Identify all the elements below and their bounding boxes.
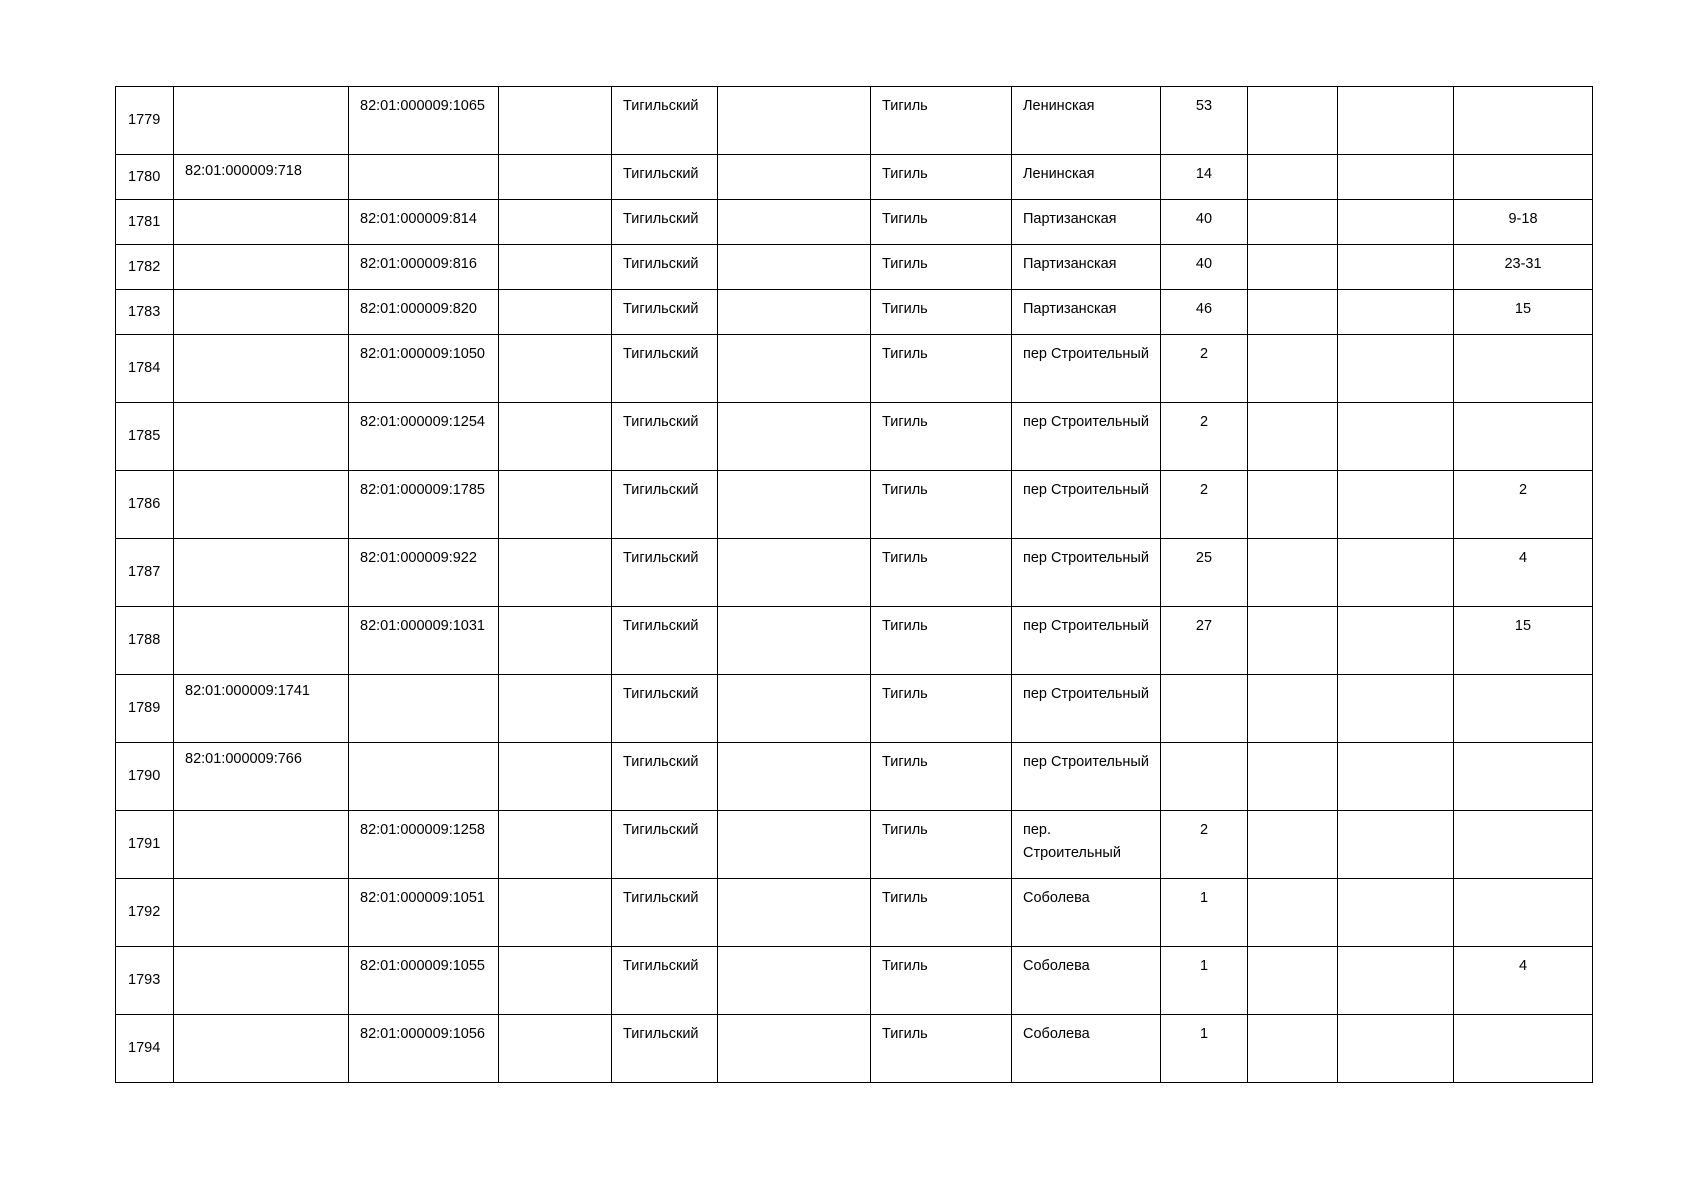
district-cell: Тигильский: [612, 1015, 718, 1083]
object-cadastral-number-cell: 82:01:000009:1050: [349, 335, 499, 403]
district-cell: Тигильский: [612, 811, 718, 879]
locality-cell: Тигиль: [871, 675, 1012, 743]
house-number-cell: [1161, 675, 1248, 743]
locality-cell: Тигиль: [871, 87, 1012, 155]
street-cell: Партизанская: [1012, 245, 1161, 290]
empty-cell: [1248, 403, 1338, 471]
empty-cell: [718, 947, 871, 1015]
object-cadastral-number-cell: 82:01:000009:1031: [349, 607, 499, 675]
row-number-cell: 1779: [116, 87, 174, 155]
table-row: [116, 947, 1593, 1015]
row-number-cell: 1785: [116, 403, 174, 471]
house-number-cell: 2: [1161, 335, 1248, 403]
apartment-number-cell: 15: [1454, 607, 1593, 675]
registry-table: [115, 86, 1593, 1083]
apartment-number-cell: [1454, 155, 1593, 200]
district-cell: Тигильский: [612, 675, 718, 743]
cadastral-number-cell: [174, 539, 349, 607]
empty-cell: [1248, 200, 1338, 245]
street-cell: Партизанская: [1012, 200, 1161, 245]
empty-cell: [1248, 743, 1338, 811]
cadastral-number-cell: [174, 245, 349, 290]
object-cadastral-number-cell: [349, 675, 499, 743]
district-cell: Тигильский: [612, 200, 718, 245]
object-cadastral-number-cell: 82:01:000009:1065: [349, 87, 499, 155]
row-number-cell: 1781: [116, 200, 174, 245]
street-cell: Ленинская: [1012, 87, 1161, 155]
table-row: [116, 675, 1593, 743]
house-number-cell: 2: [1161, 403, 1248, 471]
locality-cell: Тигиль: [871, 335, 1012, 403]
table-row: [116, 1015, 1593, 1083]
district-cell: Тигильский: [612, 155, 718, 200]
table-row: [116, 290, 1593, 335]
empty-cell: [499, 811, 612, 879]
locality-cell: Тигиль: [871, 947, 1012, 1015]
row-number-cell: 1793: [116, 947, 174, 1015]
row-number-cell: 1789: [116, 675, 174, 743]
locality-cell: Тигиль: [871, 290, 1012, 335]
district-cell: Тигильский: [612, 879, 718, 947]
empty-cell: [718, 1015, 871, 1083]
apartment-number-cell: 4: [1454, 539, 1593, 607]
house-number-cell: 53: [1161, 87, 1248, 155]
empty-cell: [1338, 200, 1454, 245]
empty-cell: [499, 607, 612, 675]
empty-cell: [1248, 335, 1338, 403]
locality-cell: Тигиль: [871, 245, 1012, 290]
table-row: [116, 539, 1593, 607]
empty-cell: [499, 879, 612, 947]
object-cadastral-number-cell: 82:01:000009:922: [349, 539, 499, 607]
object-cadastral-number-cell: 82:01:000009:1056: [349, 1015, 499, 1083]
apartment-number-cell: 4: [1454, 947, 1593, 1015]
apartment-number-cell: [1454, 743, 1593, 811]
district-cell: Тигильский: [612, 403, 718, 471]
empty-cell: [718, 607, 871, 675]
house-number-cell: 27: [1161, 607, 1248, 675]
table-row: [116, 155, 1593, 200]
empty-cell: [499, 471, 612, 539]
cadastral-number-cell: [174, 879, 349, 947]
empty-cell: [499, 675, 612, 743]
apartment-number-cell: [1454, 879, 1593, 947]
empty-cell: [499, 335, 612, 403]
empty-cell: [718, 403, 871, 471]
empty-cell: [1248, 471, 1338, 539]
empty-cell: [1248, 245, 1338, 290]
table-row: [116, 879, 1593, 947]
empty-cell: [1338, 1015, 1454, 1083]
cadastral-number-cell: 82:01:000009:718: [174, 155, 349, 200]
apartment-number-cell: [1454, 1015, 1593, 1083]
cadastral-number-cell: [174, 471, 349, 539]
empty-cell: [1338, 607, 1454, 675]
district-cell: Тигильский: [612, 607, 718, 675]
apartment-number-cell: [1454, 811, 1593, 879]
object-cadastral-number-cell: 82:01:000009:1785: [349, 471, 499, 539]
empty-cell: [1338, 403, 1454, 471]
object-cadastral-number-cell: 82:01:000009:1051: [349, 879, 499, 947]
empty-cell: [718, 539, 871, 607]
locality-cell: Тигиль: [871, 539, 1012, 607]
empty-cell: [1338, 743, 1454, 811]
empty-cell: [1338, 539, 1454, 607]
street-cell: пер Строительный: [1012, 539, 1161, 607]
street-cell: Соболева: [1012, 879, 1161, 947]
empty-cell: [1248, 879, 1338, 947]
apartment-number-cell: [1454, 335, 1593, 403]
registry-table-body: [116, 87, 1593, 1083]
district-cell: Тигильский: [612, 245, 718, 290]
empty-cell: [499, 539, 612, 607]
district-cell: Тигильский: [612, 290, 718, 335]
district-cell: Тигильский: [612, 539, 718, 607]
apartment-number-cell: 2: [1454, 471, 1593, 539]
table-row: [116, 245, 1593, 290]
house-number-cell: 1: [1161, 947, 1248, 1015]
cadastral-number-cell: [174, 290, 349, 335]
cadastral-number-cell: [174, 811, 349, 879]
empty-cell: [718, 87, 871, 155]
table-row: [116, 335, 1593, 403]
locality-cell: Тигиль: [871, 155, 1012, 200]
house-number-cell: [1161, 743, 1248, 811]
table-row: [116, 200, 1593, 245]
street-cell: пер Строительный: [1012, 335, 1161, 403]
object-cadastral-number-cell: [349, 743, 499, 811]
empty-cell: [1338, 290, 1454, 335]
house-number-cell: 1: [1161, 1015, 1248, 1083]
locality-cell: Тигиль: [871, 403, 1012, 471]
empty-cell: [1338, 879, 1454, 947]
row-number-cell: 1790: [116, 743, 174, 811]
locality-cell: Тигиль: [871, 607, 1012, 675]
empty-cell: [1248, 607, 1338, 675]
house-number-cell: 2: [1161, 471, 1248, 539]
cadastral-number-cell: [174, 200, 349, 245]
street-cell: Соболева: [1012, 947, 1161, 1015]
cadastral-number-cell: [174, 335, 349, 403]
locality-cell: Тигиль: [871, 200, 1012, 245]
apartment-number-cell: [1454, 87, 1593, 155]
cadastral-number-cell: [174, 607, 349, 675]
empty-cell: [1338, 675, 1454, 743]
empty-cell: [1338, 471, 1454, 539]
apartment-number-cell: [1454, 675, 1593, 743]
empty-cell: [1248, 811, 1338, 879]
empty-cell: [1248, 1015, 1338, 1083]
row-number-cell: 1780: [116, 155, 174, 200]
house-number-cell: 25: [1161, 539, 1248, 607]
empty-cell: [1338, 811, 1454, 879]
empty-cell: [718, 675, 871, 743]
empty-cell: [718, 245, 871, 290]
row-number-cell: 1791: [116, 811, 174, 879]
cadastral-number-cell: 82:01:000009:766: [174, 743, 349, 811]
locality-cell: Тигиль: [871, 743, 1012, 811]
row-number-cell: 1782: [116, 245, 174, 290]
object-cadastral-number-cell: 82:01:000009:816: [349, 245, 499, 290]
empty-cell: [499, 290, 612, 335]
object-cadastral-number-cell: 82:01:000009:1258: [349, 811, 499, 879]
empty-cell: [718, 879, 871, 947]
object-cadastral-number-cell: [349, 155, 499, 200]
empty-cell: [1338, 155, 1454, 200]
empty-cell: [718, 335, 871, 403]
table-row: [116, 471, 1593, 539]
object-cadastral-number-cell: 82:01:000009:1254: [349, 403, 499, 471]
district-cell: Тигильский: [612, 87, 718, 155]
street-cell: пер. Строительный: [1012, 811, 1161, 879]
table-row: [116, 87, 1593, 155]
apartment-number-cell: 9-18: [1454, 200, 1593, 245]
empty-cell: [499, 87, 612, 155]
empty-cell: [1338, 87, 1454, 155]
house-number-cell: 2: [1161, 811, 1248, 879]
empty-cell: [718, 811, 871, 879]
table-row: [116, 607, 1593, 675]
cadastral-number-cell: [174, 1015, 349, 1083]
empty-cell: [499, 743, 612, 811]
cadastral-number-cell: [174, 403, 349, 471]
row-number-cell: 1783: [116, 290, 174, 335]
empty-cell: [499, 947, 612, 1015]
empty-cell: [718, 471, 871, 539]
district-cell: Тигильский: [612, 471, 718, 539]
empty-cell: [1248, 87, 1338, 155]
street-cell: Ленинская: [1012, 155, 1161, 200]
street-cell: Соболева: [1012, 1015, 1161, 1083]
street-cell: Партизанская: [1012, 290, 1161, 335]
table-row: [116, 811, 1593, 879]
house-number-cell: 40: [1161, 245, 1248, 290]
house-number-cell: 46: [1161, 290, 1248, 335]
locality-cell: Тигиль: [871, 811, 1012, 879]
empty-cell: [499, 403, 612, 471]
object-cadastral-number-cell: 82:01:000009:1055: [349, 947, 499, 1015]
table-row: [116, 743, 1593, 811]
street-cell: пер Строительный: [1012, 675, 1161, 743]
empty-cell: [718, 743, 871, 811]
empty-cell: [499, 155, 612, 200]
row-number-cell: 1784: [116, 335, 174, 403]
object-cadastral-number-cell: 82:01:000009:820: [349, 290, 499, 335]
house-number-cell: 14: [1161, 155, 1248, 200]
object-cadastral-number-cell: 82:01:000009:814: [349, 200, 499, 245]
apartment-number-cell: 23-31: [1454, 245, 1593, 290]
row-number-cell: 1786: [116, 471, 174, 539]
empty-cell: [1248, 675, 1338, 743]
cadastral-number-cell: 82:01:000009:1741: [174, 675, 349, 743]
house-number-cell: 40: [1161, 200, 1248, 245]
empty-cell: [1248, 947, 1338, 1015]
locality-cell: Тигиль: [871, 471, 1012, 539]
row-number-cell: 1788: [116, 607, 174, 675]
cadastral-number-cell: [174, 87, 349, 155]
cadastral-number-cell: [174, 947, 349, 1015]
empty-cell: [718, 200, 871, 245]
row-number-cell: 1794: [116, 1015, 174, 1083]
empty-cell: [499, 1015, 612, 1083]
locality-cell: Тигиль: [871, 1015, 1012, 1083]
house-number-cell: 1: [1161, 879, 1248, 947]
empty-cell: [499, 200, 612, 245]
district-cell: Тигильский: [612, 335, 718, 403]
empty-cell: [1248, 155, 1338, 200]
empty-cell: [1248, 539, 1338, 607]
empty-cell: [499, 245, 612, 290]
table-row: [116, 403, 1593, 471]
empty-cell: [1338, 947, 1454, 1015]
empty-cell: [718, 155, 871, 200]
empty-cell: [1338, 245, 1454, 290]
street-cell: пер Строительный: [1012, 607, 1161, 675]
row-number-cell: 1792: [116, 879, 174, 947]
district-cell: Тигильский: [612, 947, 718, 1015]
street-cell: пер Строительный: [1012, 743, 1161, 811]
street-cell: пер Строительный: [1012, 403, 1161, 471]
empty-cell: [718, 290, 871, 335]
empty-cell: [1248, 290, 1338, 335]
locality-cell: Тигиль: [871, 879, 1012, 947]
row-number-cell: 1787: [116, 539, 174, 607]
street-cell: пер Строительный: [1012, 471, 1161, 539]
apartment-number-cell: [1454, 403, 1593, 471]
empty-cell: [1338, 335, 1454, 403]
district-cell: Тигильский: [612, 743, 718, 811]
apartment-number-cell: 15: [1454, 290, 1593, 335]
